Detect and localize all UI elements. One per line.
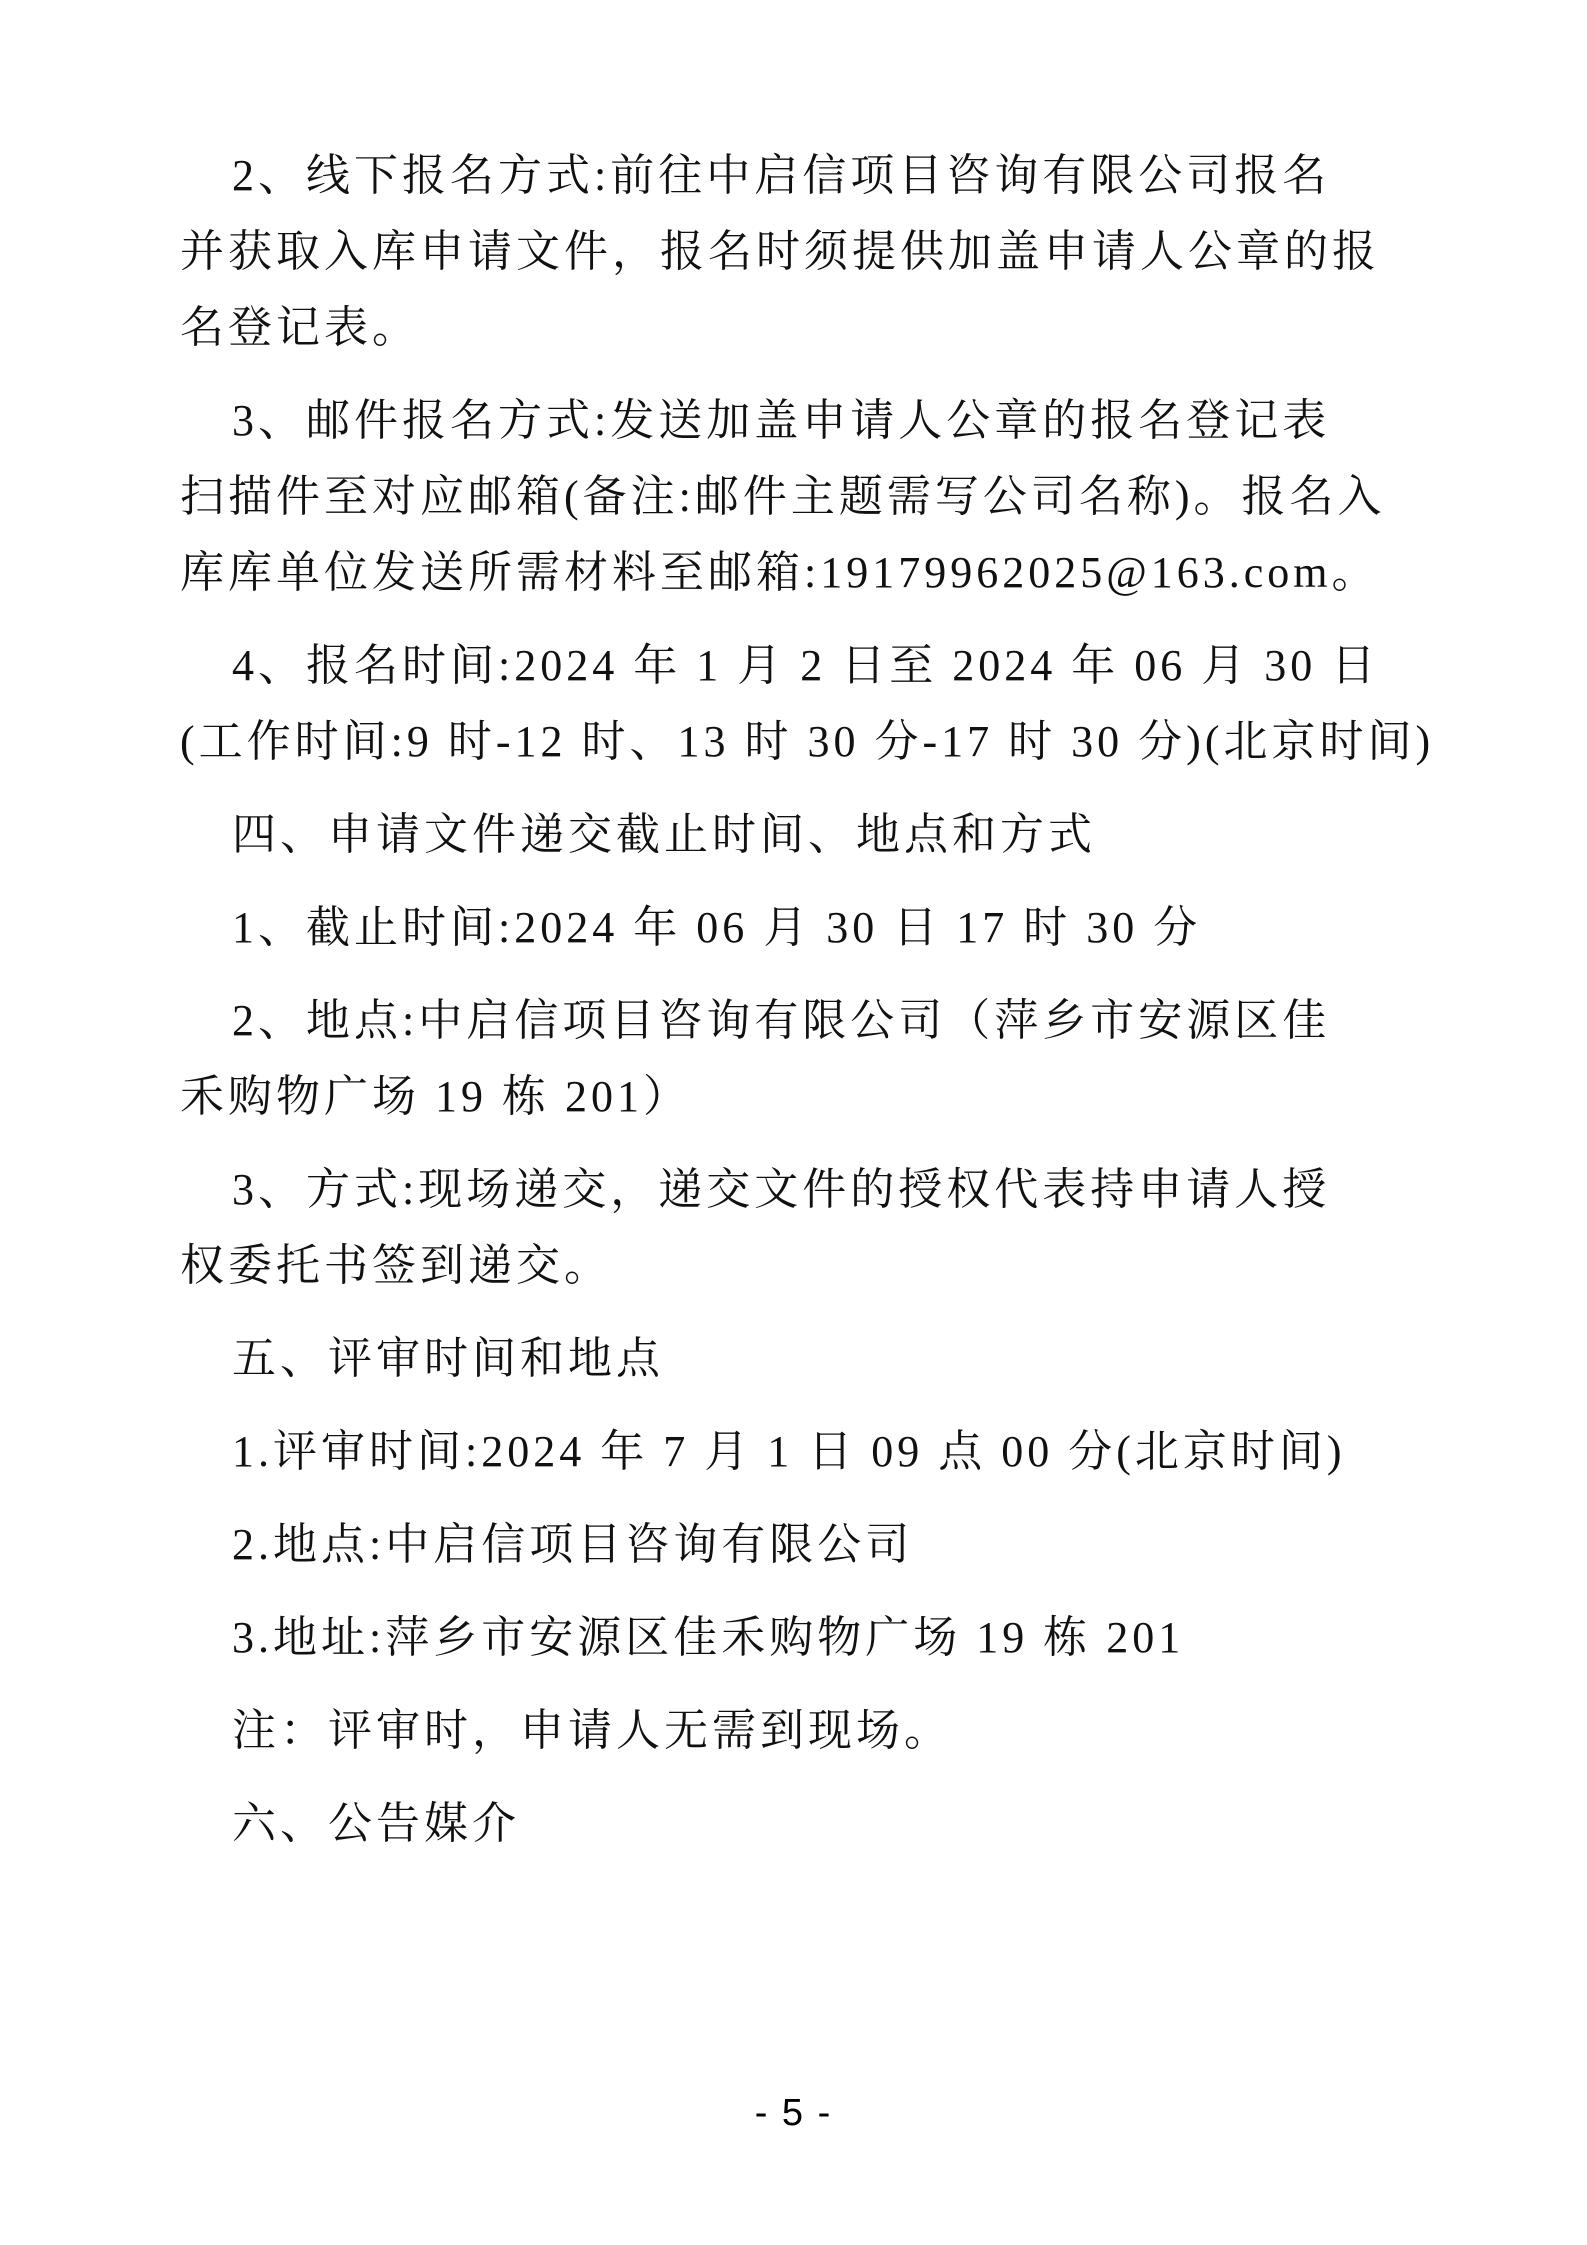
page-number: - 5 - (754, 2092, 833, 2134)
para-offline-registration (180, 138, 1439, 366)
heading-section-six-media (180, 1786, 1439, 1862)
text-line: (工作时间:9 时-12 时、13 时 30 分-17 时 30 分)(北京时间) (180, 717, 1435, 766)
para-review-note (180, 1693, 1439, 1769)
text-line: 3.地址:萍乡市安源区佳禾购物广场 19 栋 201 (232, 1613, 1185, 1662)
para-email-registration (180, 383, 1439, 611)
text-line: 库库单位发送所需材料至邮箱:19179962025@163.com。 (180, 548, 1380, 597)
text-line: 名登记表。 (180, 303, 420, 352)
para-registration-time (180, 628, 1439, 780)
para-review-time (180, 1414, 1439, 1490)
section-heading: 五、评审时间和地点 (232, 1334, 664, 1383)
text-line: 1.评审时间:2024 年 7 月 1 日 09 点 00 分(北京时间) (232, 1427, 1346, 1476)
heading-section-four-submission (180, 797, 1439, 873)
text-line: 2、线下报名方式:前往中启信项目咨询有限公司报名 (232, 151, 1331, 200)
text-line: 注：评审时，申请人无需到现场。 (232, 1706, 952, 1755)
para-submission-method (180, 1152, 1439, 1304)
text-line: 2、地点:中启信项目咨询有限公司（萍乡市安源区佳 (232, 996, 1331, 1045)
heading-section-five-review (180, 1321, 1439, 1397)
text-line: 2.地点:中启信项目咨询有限公司 (232, 1520, 914, 1569)
text-line: 4、报名时间:2024 年 1 月 2 日至 2024 年 06 月 30 日 (232, 641, 1380, 690)
section-heading: 六、公告媒介 (232, 1799, 520, 1848)
para-submission-location (180, 983, 1439, 1135)
para-review-location (180, 1507, 1439, 1583)
para-review-address (180, 1600, 1439, 1676)
text-line: 禾购物广场 19 栋 201） (180, 1072, 691, 1121)
text-line: 3、邮件报名方式:发送加盖申请人公章的报名登记表 (232, 396, 1331, 445)
section-heading: 四、申请文件递交截止时间、地点和方式 (232, 810, 1096, 859)
text-line: 扫描件至对应邮箱(备注:邮件主题需写公司名称)。报名入 (180, 472, 1386, 521)
document-body (180, 138, 1439, 1879)
para-submission-deadline (180, 890, 1439, 966)
text-line: 权委托书签到递交。 (180, 1241, 612, 1290)
text-line: 1、截止时间:2024 年 06 月 30 日 17 时 30 分 (232, 903, 1202, 952)
text-line: 3、方式:现场递交，递交文件的授权代表持申请人授 (232, 1165, 1331, 1214)
text-line: 并获取入库申请文件，报名时须提供加盖申请人公章的报 (180, 227, 1380, 276)
